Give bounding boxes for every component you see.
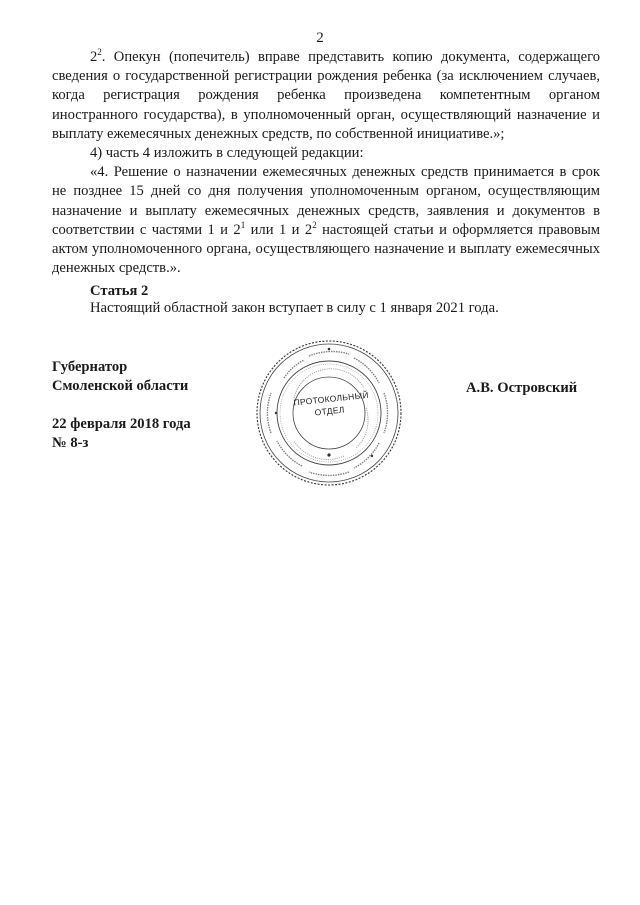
clause-number-superscript: 2 (97, 47, 102, 58)
part4-text-3: настоящей статьи и оформляется правовым актом уполномоченного органа, осуществляющего назначение и выплату ежемесячных денежных средств.». (52, 221, 600, 277)
law-date: 22 февраля 2018 года (52, 416, 191, 432)
law-number: № 8-з (52, 435, 89, 451)
part4-text-1: «4. Решение о назначении ежемесячных денежных средств принимается в срок не позднее 15 дней со дня получения уполномоченным органом, осуществляющим назначение и выплату ежемесячных денежных средств, заявления и документов в соответствии с частями 1 и 2 (52, 164, 600, 238)
official-stamp (254, 338, 404, 488)
paragraph-opekun-text: . Опекун (попечитель) вправе представить копию документа, содержащего сведения о государственной регистрации рождения ребенка (за исключением случаев, когда регистрация рождения ребенка произведена компетентным органом иностранного государства), в уполномоченный орган, осуществляющий назначение и выплату ежемесячных денежных средств, по собственной инициативе.»; (52, 49, 600, 142)
paragraph-amendment-intro: 4) часть 4 изложить в следующей редакции: (90, 145, 364, 162)
stamp-department-line2: ОТДЕЛ (314, 404, 346, 418)
governor-title: Губернатор (52, 359, 128, 375)
article-2-text: Настоящий областной закон вступает в силу с 1 января 2021 года. (90, 300, 499, 316)
stamp-department-line1: ПРОТОКОЛЬНЫЙ (293, 389, 370, 408)
article-2-heading: Статья 2 (90, 283, 149, 299)
governor-region: Смоленской области (52, 378, 189, 394)
part4-superscript-2: 2 (312, 219, 317, 230)
paragraph-part4 (52, 163, 600, 278)
page-number: 2 (316, 30, 324, 46)
paragraph-opekun (52, 48, 600, 144)
part4-text-2: или 1 и 2 (245, 221, 313, 238)
clause-number: 2 (90, 49, 98, 65)
document-body (52, 48, 600, 278)
part4-superscript-1: 1 (240, 219, 246, 230)
signature-block (52, 358, 191, 453)
signatory-name: А.В. Островский (466, 380, 578, 396)
